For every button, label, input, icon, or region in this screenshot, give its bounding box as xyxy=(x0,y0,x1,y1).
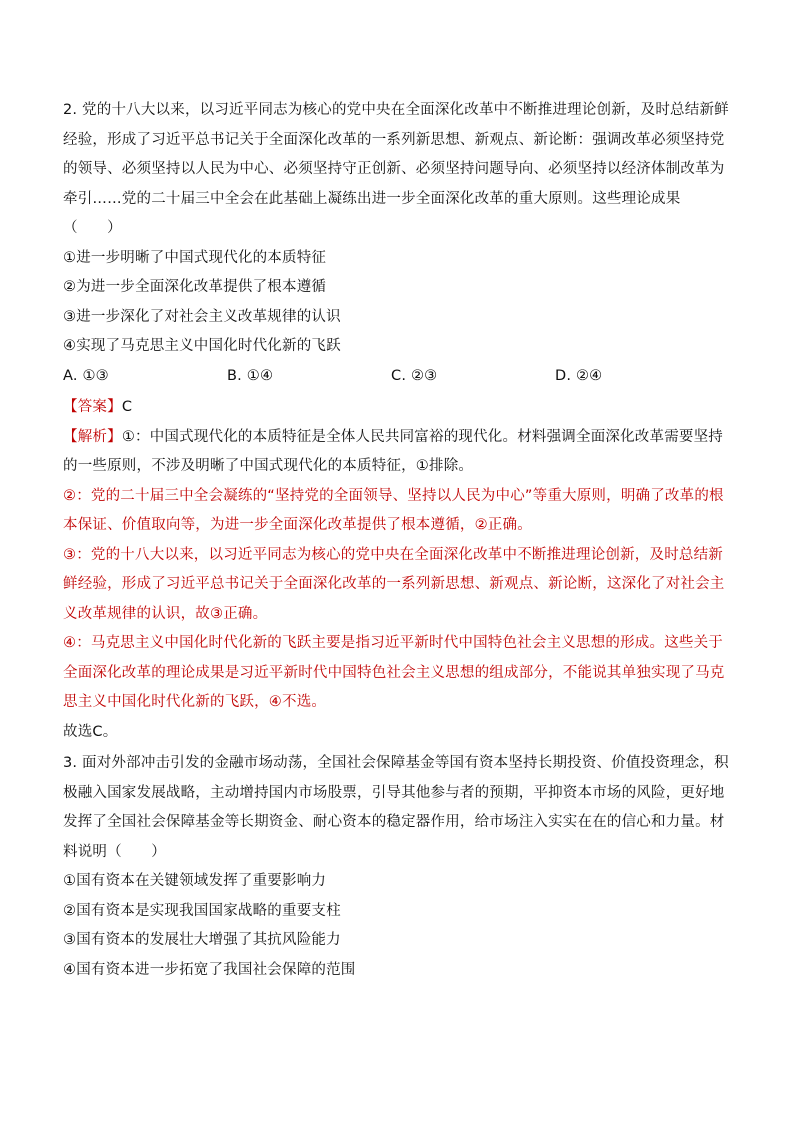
q2-analysis-4: ④：马克思主义中国化时代化新的飞跃主要是指习近平新时代中国特色社会主义思想的形成。这些关于全面深化改革的理论成果是习近平新时代中国特色社会主义思想的组成部分，不能说其单独实现了马克思主义中国化时代化新的飞跃，④不选。 xyxy=(63,635,725,710)
q2-item-1: ①进一步明晰了中国式现代化的本质特征 xyxy=(63,249,327,266)
q3-item-3: ③国有资本的发展壮大增强了其抗风险能力 xyxy=(63,932,341,948)
q3-item-4: ④国有资本进一步拓宽了我国社会保障的范围 xyxy=(63,961,356,978)
q2-item-4: ④实现了马克思主义中国化时代化新的飞跃 xyxy=(63,338,341,354)
q2-answer xyxy=(63,393,731,423)
analysis-label: 【解析】 xyxy=(63,428,122,445)
q3-item-1: ①国有资本在关键领域发挥了重要影响力 xyxy=(63,873,327,889)
q2-option-d: D. ②④ xyxy=(555,367,603,384)
q2-options xyxy=(63,362,731,392)
document-content xyxy=(63,96,731,985)
answer-label: 【答案】 xyxy=(63,399,122,415)
answer-value: C xyxy=(121,399,133,415)
q2-conclusion: 故选C。 xyxy=(63,723,118,740)
q2-stem: 2. 党的十八大以来，以习近平同志为核心的党中央在全面深化改革中不断推进理论创新，及时总结新鲜经验，形成了习近平总书记关于全面深化改革的一系列新思想、新观点、新论断：强调改革必须坚持党的领导、必须坚持以人民为中心、必须坚持守正创新、必须坚持问题导向、必须坚持以经济体制改革为牵引……党的二十届三中全会在此基础上凝练出进一步全面深化改革的重大原则。这些理论成果（ ） xyxy=(63,102,729,236)
q2-item-3: ③进一步深化了对社会主义改革规律的认识 xyxy=(63,308,341,325)
q3-stem: 3. 面对外部冲击引发的金融市场动荡，全国社会保障基金等国有资本坚持长期投资、价值投资理念，积极融入国家发展战略，主动增持国内市场股票，引导其他参与者的预期，平抑资本市场的风险，更好地发挥了全国社会保障基金等长期资金、耐心资本的稳定器作用，给市场注入实实在在的信心和力量。材料说明（ ） xyxy=(63,755,729,860)
q2-option-b: B. ①④ xyxy=(227,367,274,384)
q2-analysis-3: ③：党的十八大以来，以习近平同志为核心的党中央在全面深化改革中不断推进理论创新，及时总结新鲜经验，形成了习近平总书记关于全面深化改革的一系列新思想、新观点、新论断，这深化了对社会主义改革规律的认识，故③正确。 xyxy=(63,546,725,622)
q2-analysis-1 xyxy=(63,423,731,482)
analysis-text-1: ①：中国式现代化的本质特征是全体人民共同富裕的现代化。材料强调全面深化改革需要坚持的一些原则，不涉及明晰了中国式现代化的本质特征，①排除。 xyxy=(63,428,724,474)
q2-option-a: A. ①③ xyxy=(63,367,109,384)
q2-item-2: ②为进一步全面深化改革提供了根本遵循 xyxy=(63,279,327,295)
q2-option-c: C. ②③ xyxy=(391,367,438,384)
q2-analysis-2: ②：党的二十届三中全会凝练的“坚持党的全面领导、坚持以人民为中心”等重大原则，明确了改革的根本保证、价值取向等，为进一步全面深化改革提供了根本遵循，②正确。 xyxy=(63,487,724,533)
q3-item-2: ②国有资本是实现我国国家战略的重要支柱 xyxy=(63,902,341,919)
